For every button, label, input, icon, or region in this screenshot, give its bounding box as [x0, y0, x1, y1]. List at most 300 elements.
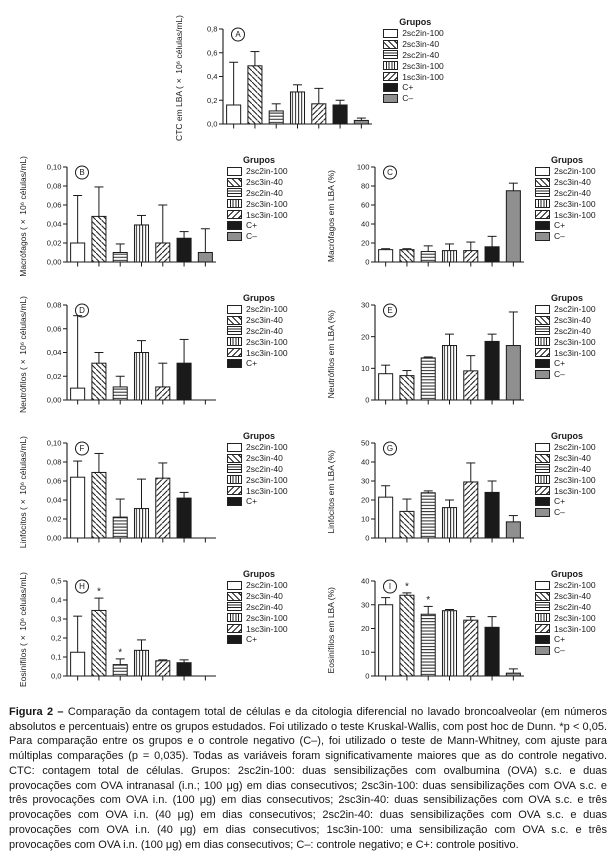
- legend-swatch-vert-icon: [227, 337, 242, 346]
- bar-B-2sc3in-40: [92, 216, 106, 262]
- legend-item-2sc3in-40: [535, 591, 596, 602]
- legend-swatch-solid-black-icon: [535, 359, 550, 368]
- legend-label: 2sc2in-40: [554, 463, 591, 474]
- panel-I-legend: [535, 568, 596, 656]
- legend-swatch-solid-black-icon: [535, 635, 550, 644]
- legend-item-1sc3in-100: [383, 71, 444, 82]
- legend-swatch-solid-black-icon: [227, 635, 242, 644]
- legend-label: C+: [246, 220, 258, 231]
- legend-label: C–: [402, 93, 414, 104]
- legend-label: 2sc2in-100: [554, 580, 596, 591]
- panel-B-legend: [227, 154, 288, 242]
- bar-I-C–: [506, 673, 520, 676]
- legend-title: Grupos: [243, 293, 276, 303]
- legend-label: 2sc2in-100: [554, 442, 596, 453]
- y-tick-label: 0,00: [46, 395, 62, 405]
- legend-title: Grupos: [551, 155, 584, 165]
- bar-F-C+: [177, 498, 191, 538]
- legend-item-2sc3in-40: [383, 39, 444, 50]
- legend-swatch-blank-icon: [535, 167, 550, 176]
- y-tick-label: 40: [361, 576, 370, 586]
- legend-label: 2sc3in-40: [554, 591, 591, 602]
- y-tick-label: 30: [361, 600, 370, 610]
- panel-letter: G: [386, 444, 394, 454]
- y-tick-label: 10: [361, 647, 370, 657]
- panel-H: [0, 564, 308, 702]
- bar-G-C+: [485, 492, 499, 538]
- legend-swatch-diag-fwd-icon: [227, 348, 242, 357]
- legend-label: 2sc3in-40: [246, 453, 283, 464]
- legend-item-1sc3in-100: [227, 485, 288, 496]
- bar-E-2sc2in-100: [379, 374, 393, 400]
- y-tick-label: 0,2: [207, 95, 218, 105]
- legend-label: 2sc3in-100: [402, 60, 444, 71]
- legend-label: 1sc3in-100: [554, 209, 596, 220]
- legend-label: 2sc3in-40: [246, 591, 283, 602]
- legend-label: C+: [246, 634, 258, 645]
- panel-D-y-axis-label: Neutrófilos (× 10⁶ células/mL): [18, 295, 28, 413]
- significance-asterisk: *: [96, 586, 101, 598]
- panel-letter: A: [235, 30, 241, 40]
- legend-title: Grupos: [551, 569, 584, 579]
- panel-letter: B: [79, 168, 85, 178]
- panel-E-legend: [535, 292, 596, 380]
- bar-C-2sc2in-40: [421, 252, 435, 262]
- legend-item-C+: [227, 634, 288, 645]
- bar-D-2sc2in-100: [71, 388, 85, 400]
- legend-item-2sc3in-100: [227, 336, 288, 347]
- legend-item-2sc2in-40: [227, 188, 288, 199]
- legend-item-2sc3in-100: [535, 474, 596, 485]
- y-tick-label: 0,00: [46, 257, 62, 267]
- y-tick-label: 20: [361, 624, 370, 634]
- bar-I-C+: [485, 627, 499, 676]
- legend-item-C+: [535, 634, 596, 645]
- bar-F-2sc2in-40: [113, 517, 127, 538]
- legend-label: C–: [554, 369, 565, 380]
- bar-H-1sc3in-100: [156, 661, 170, 676]
- y-tick-label: 0,8: [207, 24, 218, 34]
- panel-B-plot: [30, 154, 222, 278]
- legend-swatch-vert-icon: [227, 613, 242, 622]
- legend-item-2sc2in-100: [227, 580, 288, 591]
- legend-item-1sc3in-100: [535, 485, 596, 496]
- legend-swatch-solid-black-icon: [383, 83, 398, 92]
- y-tick-label: 0,02: [46, 514, 62, 524]
- legend-label: 2sc2in-100: [554, 166, 596, 177]
- legend-title: Grupos: [243, 431, 276, 441]
- legend-item-2sc2in-100: [535, 304, 596, 315]
- bar-D-1sc3in-100: [156, 387, 170, 400]
- y-tick-label: 10: [361, 363, 370, 373]
- legend-item-2sc2in-100: [227, 166, 288, 177]
- legend-swatch-blank-icon: [227, 167, 242, 176]
- legend-label: 2sc3in-100: [554, 198, 596, 209]
- legend-item-2sc3in-100: [535, 612, 596, 623]
- bar-C-2sc3in-40: [400, 250, 414, 262]
- panel-I-y-axis-label: Eosinífilos em LBA (%): [326, 586, 336, 674]
- bar-G-1sc3in-100: [464, 482, 478, 538]
- panel-A-plot: [186, 16, 378, 140]
- legend-item-2sc3in-100: [227, 612, 288, 623]
- legend-item-2sc3in-40: [535, 453, 596, 464]
- legend-swatch-horiz-icon: [535, 602, 550, 611]
- legend-swatch-vert-icon: [227, 199, 242, 208]
- panel-letter: D: [79, 306, 85, 316]
- legend-swatch-blank-icon: [227, 443, 242, 452]
- legend-item-2sc3in-100: [227, 474, 288, 485]
- legend-swatch-diag-fwd-icon: [535, 486, 550, 495]
- legend-item-2sc2in-100: [227, 304, 288, 315]
- legend-item-C+: [227, 496, 288, 507]
- legend-swatch-diag-back-icon: [535, 316, 550, 325]
- y-tick-label: 0,02: [46, 371, 62, 381]
- legend-label: 2sc2in-100: [246, 580, 288, 591]
- panel-I: [308, 564, 616, 702]
- bar-A-C–: [355, 120, 369, 124]
- legend-label: 2sc2in-40: [554, 325, 591, 336]
- legend-item-C–: [535, 645, 596, 656]
- y-tick-label: 0: [365, 671, 370, 681]
- legend-swatch-blank-icon: [535, 305, 550, 314]
- legend-swatch-horiz-icon: [535, 326, 550, 335]
- legend-label: 1sc3in-100: [554, 347, 596, 358]
- legend-label: 2sc2in-40: [246, 325, 283, 336]
- legend-swatch-horiz-icon: [227, 326, 242, 335]
- legend-swatch-solid-gray-icon: [535, 370, 550, 379]
- y-tick-label: 0,06: [46, 324, 62, 334]
- panel-E-y-axis-label: Neutrófilos em LBA (%): [326, 309, 336, 399]
- legend-label: 1sc3in-100: [246, 209, 288, 220]
- bar-B-C–: [198, 253, 212, 263]
- panel-F-plot: [30, 430, 222, 554]
- caption-label: Figura 2 –: [9, 706, 64, 718]
- legend-label: 2sc3in-40: [246, 315, 283, 326]
- legend-swatch-blank-icon: [535, 443, 550, 452]
- legend-label: 2sc2in-100: [246, 304, 288, 315]
- legend-label: 2sc3in-100: [246, 612, 288, 623]
- legend-label: 1sc3in-100: [554, 485, 596, 496]
- bar-B-2sc2in-40: [113, 253, 127, 263]
- bar-F-2sc2in-100: [71, 477, 85, 538]
- bar-E-2sc2in-40: [421, 358, 435, 400]
- y-tick-label: 30: [361, 300, 370, 310]
- bar-E-2sc3in-100: [442, 346, 456, 400]
- legend-swatch-horiz-icon: [535, 464, 550, 473]
- bar-E-1sc3in-100: [464, 371, 478, 400]
- panel-letter: E: [387, 306, 393, 316]
- legend-label: C+: [554, 358, 566, 369]
- bar-H-2sc3in-100: [134, 650, 148, 676]
- y-tick-label: 0,08: [46, 457, 62, 467]
- y-tick-label: 40: [361, 219, 370, 229]
- legend-item-C–: [383, 93, 444, 104]
- bar-A-2sc2in-40: [269, 111, 283, 124]
- y-tick-label: 0,04: [46, 219, 62, 229]
- legend-swatch-horiz-icon: [227, 464, 242, 473]
- legend-item-C+: [535, 358, 596, 369]
- y-tick-label: 0,4: [207, 72, 218, 82]
- legend-item-2sc3in-100: [535, 198, 596, 209]
- y-tick-label: 0,10: [46, 162, 62, 172]
- bar-C-C–: [506, 191, 520, 262]
- y-tick-label: 0,2: [50, 633, 62, 643]
- bar-G-2sc2in-100: [379, 497, 393, 538]
- legend-item-1sc3in-100: [227, 347, 288, 358]
- legend-swatch-diag-back-icon: [227, 454, 242, 463]
- significance-asterisk: *: [404, 581, 409, 593]
- legend-item-2sc2in-40: [383, 50, 444, 61]
- legend-title: Grupos: [243, 569, 276, 579]
- legend-item-C–: [535, 507, 596, 518]
- legend-label: 2sc2in-100: [554, 304, 596, 315]
- legend-label: 1sc3in-100: [246, 347, 288, 358]
- figure-caption: [0, 702, 616, 852]
- legend-label: C–: [554, 507, 565, 518]
- legend-item-2sc2in-40: [227, 464, 288, 475]
- legend-swatch-diag-back-icon: [227, 592, 242, 601]
- legend-item-2sc2in-100: [227, 442, 288, 453]
- legend-item-2sc2in-40: [535, 602, 596, 613]
- legend-item-C+: [227, 358, 288, 369]
- legend-swatch-diag-back-icon: [383, 40, 398, 49]
- panel-G-plot: [338, 430, 530, 554]
- bar-F-1sc3in-100: [156, 478, 170, 538]
- legend-label: C–: [246, 231, 257, 242]
- bar-G-C–: [506, 522, 520, 538]
- panel-letter: I: [388, 582, 392, 592]
- legend-label: 2sc3in-40: [554, 315, 591, 326]
- legend-item-C+: [535, 220, 596, 231]
- legend-swatch-diag-fwd-icon: [227, 210, 242, 219]
- bar-C-2sc2in-100: [379, 250, 393, 262]
- bar-I-1sc3in-100: [464, 620, 478, 676]
- legend-swatch-diag-fwd-icon: [383, 72, 398, 81]
- legend-swatch-solid-black-icon: [535, 221, 550, 230]
- bar-H-C+: [177, 663, 191, 676]
- y-tick-label: 0,0: [50, 671, 62, 681]
- legend-swatch-diag-fwd-icon: [535, 210, 550, 219]
- legend-swatch-horiz-icon: [227, 602, 242, 611]
- bar-E-C+: [485, 341, 499, 400]
- panel-C-plot: [338, 154, 530, 278]
- figure-row-bc: [0, 150, 616, 288]
- legend-swatch-diag-back-icon: [535, 592, 550, 601]
- legend-label: C+: [554, 220, 566, 231]
- legend-label: 2sc3in-100: [246, 198, 288, 209]
- panel-F-y-axis-label: Linfócitos (× 10⁶ células/mL): [18, 435, 28, 549]
- legend-swatch-vert-icon: [383, 61, 398, 70]
- panel-H-legend: [227, 568, 288, 645]
- bar-I-2sc2in-100: [379, 605, 393, 676]
- legend-swatch-blank-icon: [227, 581, 242, 590]
- y-tick-label: 0: [365, 395, 370, 405]
- legend-title: Grupos: [551, 431, 584, 441]
- legend-swatch-solid-gray-icon: [383, 94, 398, 103]
- legend-swatch-diag-fwd-icon: [227, 624, 242, 633]
- bar-B-2sc2in-100: [71, 243, 85, 262]
- legend-item-2sc3in-40: [227, 315, 288, 326]
- panel-E-plot: [338, 292, 530, 416]
- bar-A-2sc2in-100: [227, 105, 241, 124]
- legend-label: 2sc2in-100: [246, 442, 288, 453]
- legend-label: 2sc3in-100: [554, 474, 596, 485]
- y-tick-label: 20: [361, 332, 370, 342]
- y-tick-label: 0,04: [46, 495, 62, 505]
- bar-C-2sc3in-100: [442, 251, 456, 262]
- legend-label: 2sc2in-100: [246, 166, 288, 177]
- bar-B-1sc3in-100: [156, 243, 170, 262]
- legend-swatch-diag-back-icon: [227, 316, 242, 325]
- panel-E: [308, 288, 616, 426]
- legend-swatch-solid-gray-icon: [535, 232, 550, 241]
- panel-G-y-axis-label: Linfócitos em LBA (%): [326, 450, 336, 534]
- y-tick-label: 20: [361, 495, 370, 505]
- y-tick-label: 30: [361, 476, 370, 486]
- panel-D: [0, 288, 308, 426]
- panel-G: [308, 426, 616, 564]
- legend-swatch-diag-back-icon: [227, 178, 242, 187]
- y-tick-label: 0,6: [207, 48, 218, 58]
- panel-C-y-axis-label: Macrófagos em LBA (%): [326, 169, 336, 263]
- legend-swatch-horiz-icon: [227, 188, 242, 197]
- legend-swatch-vert-icon: [535, 475, 550, 484]
- y-tick-label: 0,08: [46, 300, 62, 310]
- legend-label: 2sc3in-100: [246, 474, 288, 485]
- bar-G-2sc3in-40: [400, 511, 414, 538]
- legend-label: 2sc2in-40: [554, 601, 591, 612]
- bar-C-1sc3in-100: [464, 251, 478, 262]
- legend-label: 2sc3in-40: [246, 177, 283, 188]
- legend-swatch-vert-icon: [227, 475, 242, 484]
- panel-D-legend: [227, 292, 288, 369]
- legend-title: Grupos: [551, 293, 584, 303]
- legend-label: 2sc3in-40: [554, 177, 591, 188]
- legend-item-C–: [227, 231, 288, 242]
- y-tick-label: 0,0: [207, 119, 218, 129]
- legend-swatch-diag-fwd-icon: [535, 624, 550, 633]
- legend-item-2sc3in-40: [227, 453, 288, 464]
- bar-D-2sc3in-40: [92, 363, 106, 400]
- legend-label: 1sc3in-100: [246, 623, 288, 634]
- panel-F: [0, 426, 308, 564]
- panel-letter: F: [79, 444, 85, 454]
- legend-title: Grupos: [399, 17, 432, 27]
- y-tick-label: 0: [365, 533, 370, 543]
- legend-swatch-diag-back-icon: [535, 454, 550, 463]
- legend-item-2sc3in-40: [535, 315, 596, 326]
- bar-H-2sc2in-100: [71, 652, 85, 676]
- legend-label: 2sc2in-40: [402, 49, 440, 60]
- legend-swatch-solid-black-icon: [227, 497, 242, 506]
- panel-B: [0, 150, 308, 288]
- legend-swatch-blank-icon: [227, 305, 242, 314]
- legend-item-C–: [535, 369, 596, 380]
- legend-swatch-blank-icon: [383, 29, 398, 38]
- significance-asterisk: *: [426, 594, 431, 606]
- legend-item-2sc3in-40: [227, 177, 288, 188]
- legend-item-2sc2in-100: [383, 28, 444, 39]
- legend-swatch-diag-fwd-icon: [227, 486, 242, 495]
- legend-title: Grupos: [243, 155, 276, 165]
- figure-row-fg: [0, 426, 616, 564]
- figure-row-a: [0, 0, 616, 150]
- legend-item-2sc3in-40: [535, 177, 596, 188]
- y-tick-label: 0,00: [46, 533, 62, 543]
- legend-label: 2sc2in-40: [246, 463, 283, 474]
- legend-item-2sc2in-40: [227, 326, 288, 337]
- legend-swatch-solid-gray-icon: [535, 646, 550, 655]
- y-tick-label: 0,06: [46, 476, 62, 486]
- y-tick-label: 0,04: [46, 348, 62, 358]
- panel-H-y-axis-label: Eosinífilos (× 10⁶ células/mL): [18, 572, 28, 688]
- y-tick-label: 0,5: [50, 576, 62, 586]
- legend-label: C–: [554, 645, 565, 656]
- bar-E-2sc3in-40: [400, 376, 414, 400]
- y-tick-label: 0,06: [46, 200, 62, 210]
- legend-item-2sc2in-100: [535, 442, 596, 453]
- significance-asterisk: *: [118, 647, 123, 659]
- legend-swatch-vert-icon: [535, 199, 550, 208]
- legend-swatch-solid-gray-icon: [227, 232, 242, 241]
- bar-A-1sc3in-100: [312, 104, 326, 124]
- legend-item-C+: [535, 496, 596, 507]
- legend-label: C+: [554, 634, 566, 645]
- legend-item-2sc3in-100: [383, 60, 444, 71]
- legend-item-C+: [227, 220, 288, 231]
- legend-label: C+: [554, 496, 566, 507]
- legend-label: C+: [402, 82, 414, 93]
- legend-swatch-vert-icon: [535, 337, 550, 346]
- bar-D-2sc3in-100: [134, 353, 148, 401]
- legend-label: 1sc3in-100: [554, 623, 596, 634]
- bar-H-2sc3in-40: [92, 610, 106, 676]
- y-tick-label: 10: [361, 514, 370, 524]
- legend-item-2sc2in-100: [535, 580, 596, 591]
- legend-swatch-diag-back-icon: [535, 178, 550, 187]
- legend-label: C–: [554, 231, 565, 242]
- legend-item-2sc2in-40: [535, 326, 596, 337]
- bar-H-2sc2in-40: [113, 665, 127, 676]
- panel-B-y-axis-label: Macrófagos (× 10⁶ células/mL): [18, 155, 28, 277]
- bar-I-2sc2in-40: [421, 614, 435, 676]
- legend-label: 2sc2in-100: [402, 28, 444, 39]
- legend-item-2sc3in-100: [535, 336, 596, 347]
- legend-label: 2sc3in-100: [554, 612, 596, 623]
- panel-G-legend: [535, 430, 596, 518]
- legend-swatch-solid-black-icon: [227, 221, 242, 230]
- panel-C: [308, 150, 616, 288]
- legend-item-2sc3in-40: [227, 591, 288, 602]
- bar-F-2sc3in-100: [134, 509, 148, 538]
- legend-label: 1sc3in-100: [246, 485, 288, 496]
- y-tick-label: 0,02: [46, 238, 62, 248]
- y-tick-label: 0,3: [50, 614, 62, 624]
- y-tick-label: 80: [361, 181, 370, 191]
- legend-swatch-horiz-icon: [383, 50, 398, 59]
- y-tick-label: 60: [361, 200, 370, 210]
- figure-row-hi: [0, 564, 616, 702]
- legend-item-1sc3in-100: [535, 623, 596, 634]
- legend-label: 2sc3in-100: [554, 336, 596, 347]
- bar-I-2sc3in-40: [400, 595, 414, 676]
- y-tick-label: 0: [365, 257, 370, 267]
- bar-A-2sc3in-40: [248, 66, 262, 124]
- bar-G-2sc2in-40: [421, 493, 435, 538]
- legend-swatch-diag-fwd-icon: [535, 348, 550, 357]
- legend-label: 2sc2in-40: [246, 601, 283, 612]
- panel-letter: H: [79, 582, 85, 592]
